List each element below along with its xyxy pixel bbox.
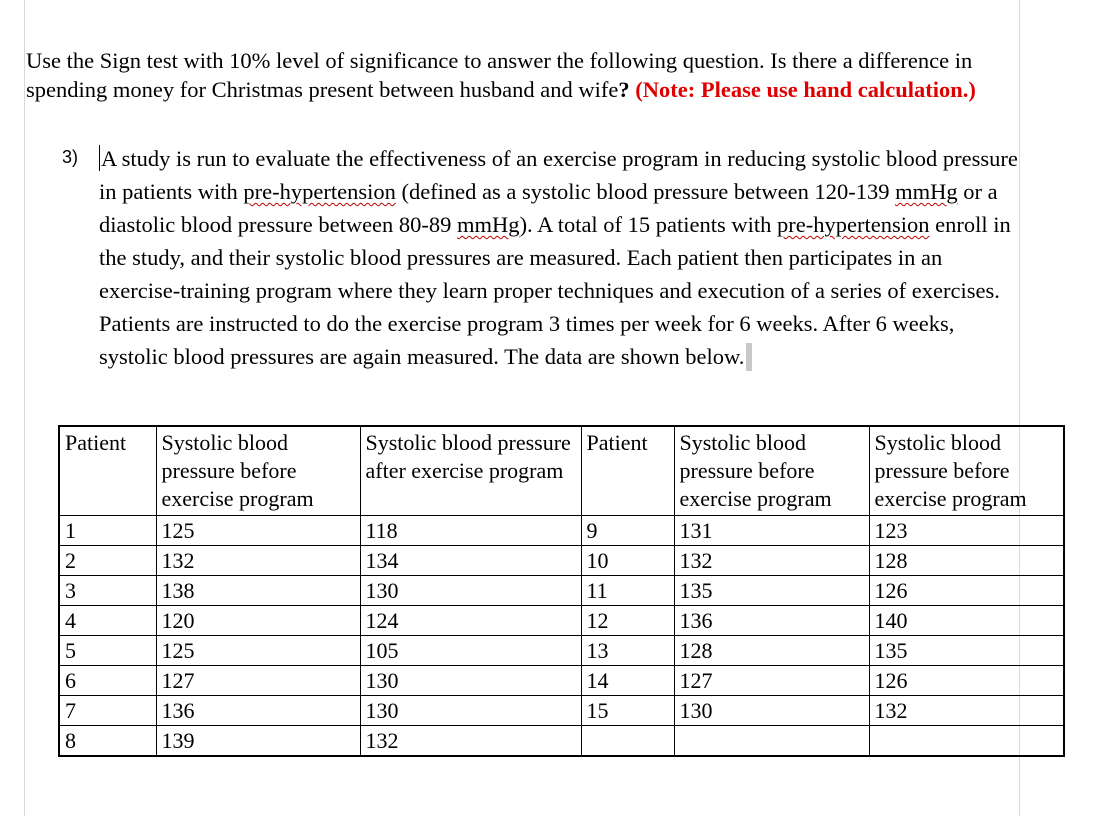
- spelling-flag-1[interactable]: pre-hypertension: [243, 179, 396, 204]
- table-cell: 132: [360, 725, 581, 756]
- table-row: [59, 575, 1064, 605]
- table-row: [59, 695, 1064, 725]
- table-row: [59, 605, 1064, 635]
- text-cursor: [99, 145, 100, 171]
- table-row: [59, 635, 1064, 665]
- table-row: [59, 725, 1064, 756]
- table-cell: 12: [581, 605, 674, 635]
- question-paragraph[interactable]: [99, 142, 1019, 373]
- table-cell: 3: [59, 575, 156, 605]
- intro-note: (Note: Please use hand calculation.): [629, 76, 976, 102]
- header-after-1: Systolic blood pressure after exercise program: [360, 426, 581, 515]
- table-cell: 135: [869, 635, 1064, 665]
- table-cell: 131: [674, 515, 869, 545]
- spelling-flag-2[interactable]: mmHg: [895, 179, 958, 204]
- header-patient-2: Patient: [581, 426, 674, 515]
- table-header-row: [59, 426, 1064, 515]
- table-cell: 135: [674, 575, 869, 605]
- paragraph-end-selection: [746, 343, 752, 371]
- table-row: [59, 665, 1064, 695]
- table-cell: 118: [360, 515, 581, 545]
- question-text-1: A study is run to evaluate the effectiveness of an exercise program in reducing systolic blood pressure in patients with: [99, 146, 1018, 204]
- table-cell: 11: [581, 575, 674, 605]
- intro-paragraph: [26, 47, 1026, 104]
- table-cell: 10: [581, 545, 674, 575]
- table-cell: 123: [869, 515, 1064, 545]
- table-cell: 15: [581, 695, 674, 725]
- question-text-5: enroll in the study, and their systolic blood pressures are measured. Each patient then participates in an exercise-training program where they learn proper techniques and execution of a series of exercises. Patients are instructed to do the exercise program 3 times per week for 6 weeks. After 6 weeks, systolic blood pressures are again measured. The data are shown below.: [99, 212, 1011, 369]
- table-cell: 132: [869, 695, 1064, 725]
- table-cell: 5: [59, 635, 156, 665]
- table-cell: 127: [156, 665, 360, 695]
- header-before-1: Systolic blood pressure before exercise program: [156, 426, 360, 515]
- table-cell: 105: [360, 635, 581, 665]
- table-row: [59, 515, 1064, 545]
- table-cell: 130: [360, 695, 581, 725]
- question-number: 3): [62, 147, 79, 167]
- table-cell: 130: [674, 695, 869, 725]
- table-cell: 126: [869, 665, 1064, 695]
- table-row: [59, 545, 1064, 575]
- table-cell: 124: [360, 605, 581, 635]
- table-cell: 128: [674, 635, 869, 665]
- table-cell: [674, 725, 869, 756]
- intro-question-mark: ?: [618, 76, 630, 102]
- table-cell: 139: [156, 725, 360, 756]
- table-cell: 13: [581, 635, 674, 665]
- table-cell: 126: [869, 575, 1064, 605]
- blood-pressure-table: [58, 425, 1065, 757]
- table-cell: 2: [59, 545, 156, 575]
- question-text-4: ). A total of 15 patients with: [519, 212, 778, 237]
- table-cell: 140: [869, 605, 1064, 635]
- table-cell: 14: [581, 665, 674, 695]
- intro-text: Use the Sign test with 10% level of significance to answer the following question. Is there a difference in spending money for Christmas present between husband and wife: [26, 48, 973, 102]
- table-cell: 132: [674, 545, 869, 575]
- table-cell: 9: [581, 515, 674, 545]
- table-cell: [869, 725, 1064, 756]
- table-cell: 130: [360, 665, 581, 695]
- table-cell: 127: [674, 665, 869, 695]
- table-cell: 8: [59, 725, 156, 756]
- table-cell: 138: [156, 575, 360, 605]
- header-patient-1: Patient: [59, 426, 156, 515]
- table-cell: 136: [674, 605, 869, 635]
- header-before-3: Systolic blood pressure before exercise program: [869, 426, 1064, 515]
- table-cell: 6: [59, 665, 156, 695]
- page-margin-left: [24, 0, 25, 816]
- spelling-flag-4[interactable]: pre-hypertension: [777, 212, 930, 237]
- table-cell: 132: [156, 545, 360, 575]
- table-cell: 128: [869, 545, 1064, 575]
- table-cell: 134: [360, 545, 581, 575]
- table-cell: [581, 725, 674, 756]
- question-text-2: (defined as a systolic blood pressure between 120-139: [395, 179, 896, 204]
- table-cell: 4: [59, 605, 156, 635]
- header-before-2: Systolic blood pressure before exercise program: [674, 426, 869, 515]
- spelling-flag-3[interactable]: mmHg: [457, 212, 520, 237]
- table-cell: 125: [156, 635, 360, 665]
- table-cell: 130: [360, 575, 581, 605]
- table-cell: 125: [156, 515, 360, 545]
- table-cell: 1: [59, 515, 156, 545]
- table-cell: 136: [156, 695, 360, 725]
- table-cell: 7: [59, 695, 156, 725]
- question-text-3: or a diastolic blood pressure between 80-89: [99, 179, 998, 237]
- table-cell: 120: [156, 605, 360, 635]
